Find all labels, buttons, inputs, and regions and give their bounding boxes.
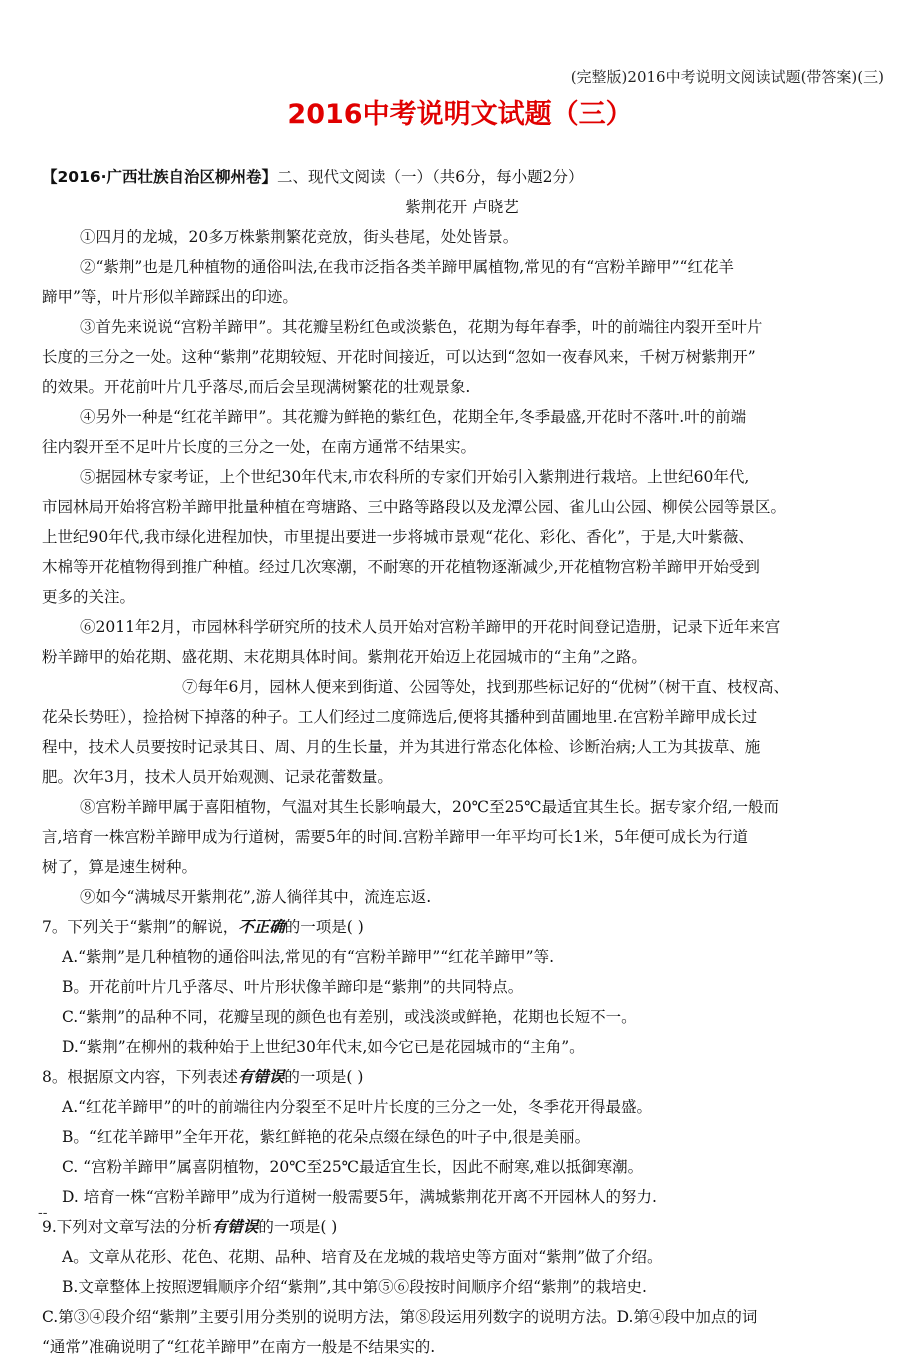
question-8-emphasis: 有错误 (237, 1067, 285, 1086)
document-body (42, 162, 882, 1362)
page-header: (完整版)2016中考说明文阅读试题(带答案)(三) (570, 68, 884, 86)
question-7 (42, 912, 882, 942)
paragraph-1: ①四月的龙城，20多万株紫荆繁花竞放，街头巷尾，处处皆景。 (80, 228, 519, 246)
paragraph-2-line: ②“紫荆”也是几种植物的通俗叫法,在我市泛指各类羊蹄甲属植物,常见的有“宫粉羊蹄甲”“红花羊 (80, 258, 734, 276)
paragraph-8-line: ⑧宫粉羊蹄甲属于喜阳植物，气温对其生长影响最大，20℃至25℃最适宜其生长。据专家介绍,一般而 (80, 798, 780, 816)
paragraph-5-line: 更多的关注。 (42, 588, 136, 606)
paragraph-7-line: ⑦每年6月，园林人便来到街道、公园等处，找到那些标记好的“优树”（树干直、枝杈高、 (182, 678, 789, 696)
section-info: 二、现代文阅读（一）（共6分，每小题2分） (277, 168, 584, 186)
paragraph-7-line: 程中，技术人员要按时记录其日、周、月的生长量，并为其进行常态化体检、诊断治病;人工为其拔草、施 (42, 738, 761, 756)
question-9-option-cd: C.第③④段介绍“紫荆”主要引用分类别的说明方法，第⑧段运用列数字的说明方法。D.第④段中加点的词 (42, 1308, 758, 1326)
article-heading: 紫荆花开 卢晓艺 (405, 198, 519, 216)
question-8-option-c: C. “宫粉羊蹄甲”属喜阴植物，20℃至25℃最适宜生长，因此不耐寒,难以抵御寒潮。 (62, 1158, 644, 1176)
paragraph-5-line: 市园林局开始将宫粉羊蹄甲批量种植在弯塘路、三中路等路段以及龙潭公园、雀儿山公园、柳侯公园等景区。 (42, 498, 787, 516)
question-8-stem: 8。根据原文内容，下列表述 (42, 1068, 238, 1086)
paragraph-5-line: ⑤据园林专家考证，上个世纪30年代末,市农科所的专家们开始引入紫荆进行栽培。上世纪60年代, (80, 468, 750, 486)
question-7-emphasis: 不正确 (238, 917, 285, 936)
paragraph-5-line: 木棉等开花植物得到推广种植。经过几次寒潮，不耐寒的开花植物逐渐减少,开花植物宫粉羊蹄甲开始受到 (42, 558, 760, 576)
question-8-option-a: A.“红花羊蹄甲”的叶的前端往内分裂至不足叶片长度的三分之一处，冬季花开得最盛。 (62, 1098, 652, 1116)
question-7-option-b: B。开花前叶片几乎落尽、叶片形状像羊蹄印是“紫荆”的共同特点。 (62, 978, 524, 996)
paragraph-4-line: 往内裂开至不足叶片长度的三分之一处，在南方通常不结果实。 (42, 438, 477, 456)
question-7-option-c: C.“紫荆”的品种不同，花瓣呈现的颜色也有差别，或浅淡或鲜艳，花期也长短不一。 (62, 1008, 637, 1026)
paragraph-3-line: 长度的三分之一处。这种“紫荆”花期较短、开花时间接近，可以达到“忽如一夜春风来，千树万树紫荆开” (42, 348, 756, 366)
paragraph-6-line: ⑥2011年2月，市园林科学研究所的技术人员开始对宫粉羊蹄甲的开花时间登记造册，记录下近年来宫 (80, 618, 781, 636)
question-9-blank: 的一项是( ) (258, 1218, 338, 1236)
question-8-option-d: D. 培育一株“宫粉羊蹄甲”成为行道树一般需要5年，满城紫荆花开离不开园林人的努力. (62, 1188, 657, 1206)
question-8-blank: 的一项是( ) (284, 1068, 364, 1086)
question-9-emphasis: 有错误 (211, 1217, 259, 1236)
question-7-stem: 7。下列关于“紫荆”的解说， (42, 918, 239, 936)
question-7-option-a: A.“紫荆”是几种植物的通俗叫法,常见的有“宫粉羊蹄甲”“红花羊蹄甲”等. (62, 948, 555, 966)
source-label: 【2016·广西壮族自治区柳州卷】 (42, 168, 278, 186)
page-title: 2016中考说明文试题（三） (287, 99, 633, 130)
paragraph-7-line: 花朵长势旺），捡拾树下掉落的种子。工人们经过二度筛选后,便将其播种到苗圃地里.在宫粉羊蹄甲成长过 (42, 708, 758, 726)
question-9 (42, 1212, 882, 1242)
question-9-option-d-cont: “通常”准确说明了“红花羊蹄甲”在南方一般是不结果实的. (42, 1338, 436, 1356)
question-9-stem: 9.下列对文章写法的分析 (42, 1218, 212, 1236)
paragraph-8-line: 树了，算是速生树种。 (42, 858, 198, 876)
paragraph-4-line: ④另外一种是“红花羊蹄甲”。其花瓣为鲜艳的紫红色，花期全年,冬季最盛,开花时不落叶.叶的前端 (80, 408, 747, 426)
paragraph-5-line: 上世纪90年代,我市绿化进程加快，市里提出要进一步将城市景观“花化、彩化、香化”，于是,大叶紫薇、 (42, 528, 754, 546)
question-9-option-a: A。文章从花形、花色、花期、品种、培育及在龙城的栽培史等方面对“紫荆”做了介绍。 (62, 1248, 663, 1266)
paragraph-9: ⑨如今“满城尽开紫荆花”,游人徜徉其中，流连忘返. (80, 888, 432, 906)
question-7-blank: 的一项是( ) (284, 918, 364, 936)
paragraph-8-line: 言,培育一株宫粉羊蹄甲成为行道树，需要5年的时间.宫粉羊蹄甲一年平均可长1米，5年便可成长为行道 (42, 828, 748, 846)
paragraph-3-line: ③首先来说说“宫粉羊蹄甲”。其花瓣呈粉红色或淡紫色，花期为每年春季，叶的前端往内裂开至叶片 (80, 318, 763, 336)
question-7-option-d: D.“紫荆”在柳州的栽种始于上世纪30年代末,如今它已是花园城市的“主角”。 (62, 1038, 585, 1056)
page-footer: -- (38, 1205, 48, 1221)
paragraph-3-line: 的效果。开花前叶片几乎落尽,而后会呈现满树繁花的壮观景象. (42, 378, 471, 396)
source-line (42, 162, 882, 192)
paragraph-6-line: 粉羊蹄甲的始花期、盛花期、末花期具体时间。紫荆花开始迈上花园城市的“主角”之路。 (42, 648, 647, 666)
paragraph-7-line: 肥。次年3月，技术人员开始观测、记录花蕾数量。 (42, 768, 393, 786)
question-8-option-b: B。“红花羊蹄甲”全年开花，紫红鲜艳的花朵点缀在绿色的叶子中,很是美丽。 (62, 1128, 591, 1146)
question-8 (42, 1062, 882, 1092)
paragraph-2-line: 蹄甲”等，叶片形似羊蹄踩出的印迹。 (42, 288, 298, 306)
question-9-option-b: B.文章整体上按照逻辑顺序介绍“紫荆”,其中第⑤⑥段按时间顺序介绍“紫荆”的栽培史. (62, 1278, 647, 1296)
